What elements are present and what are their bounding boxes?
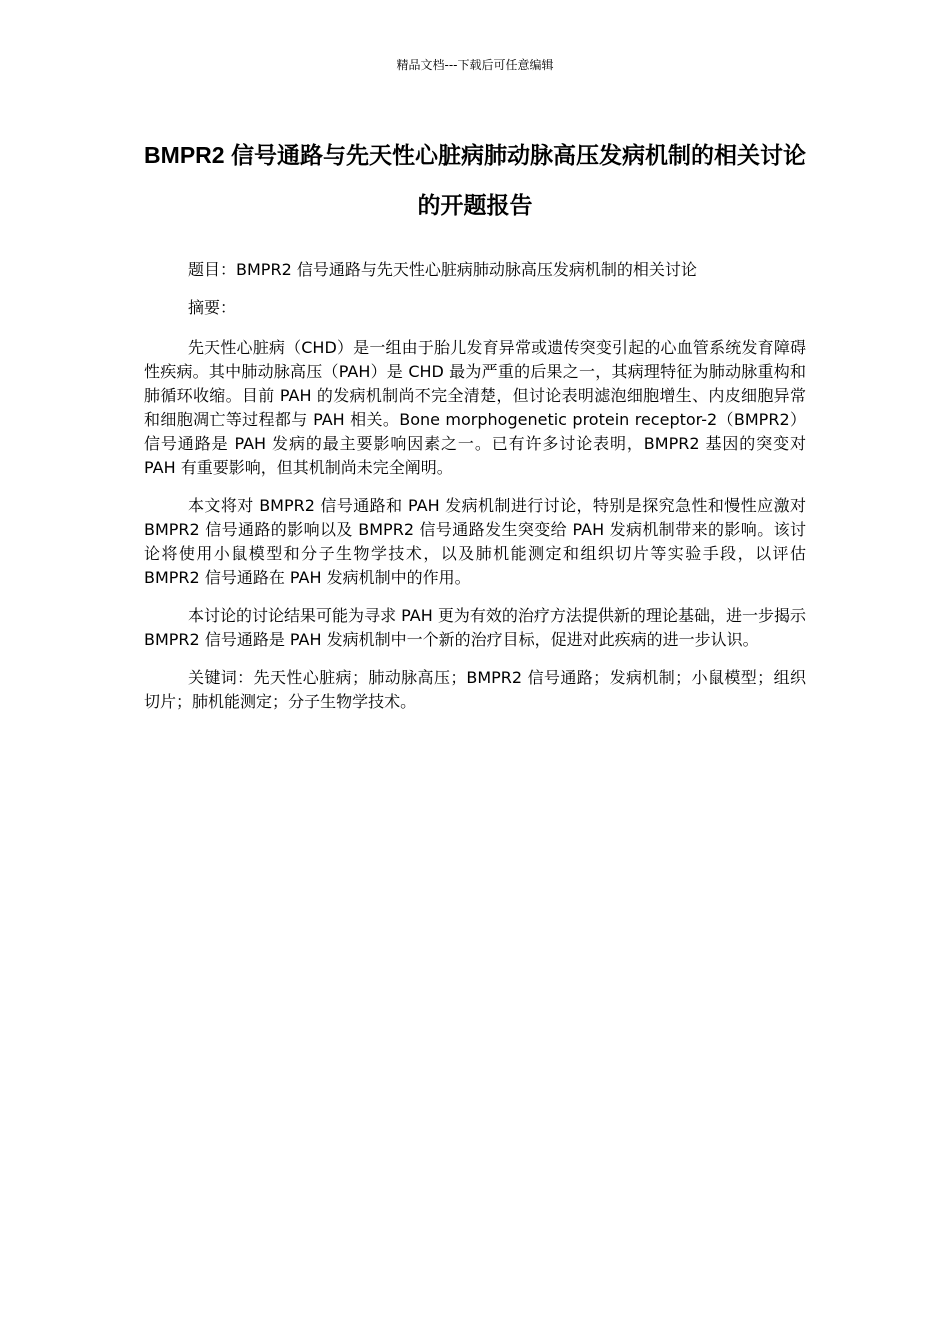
- document-body: [144, 258, 806, 728]
- keyword-item: 发病机制 ；: [609, 668, 691, 687]
- abstract-paragraph-1: 先天性心脏病（CHD）是一组由于胎儿发育异常或遗传突变引起的心血管系统发育障碍性疾病。其中肺动脉高压（PAH）是 CHD 最为严重的后果之一，其病理特征为肺动脉重构和肺循环收缩。目前 PAH 的发病机制尚不完全清楚，但讨论表明滤泡细胞增生、内皮细胞异常和细胞凋亡等过程都与 PAH 相关。Bone morphogenetic protein receptor-2（BMPR2）信号通路是 PAH 发病的最主要影响因素之一。已有许多讨论表明，BMPR2 基因的突变对 PAH 有重要影响，但其机制尚未完全阐明。: [144, 338, 806, 477]
- keyword-item: 分子生物学技术 。: [288, 692, 416, 711]
- subject-label: 题目：: [188, 260, 237, 279]
- subject-line: [144, 258, 806, 282]
- document-title: BMPR2 信号通路与先天性心脏病肺动脉高压发病机制的相关讨论的开题报告: [144, 142, 806, 218]
- keyword-item: BMPR2 信号通路 ；: [466, 668, 609, 687]
- keyword-item: 组织切片 ；: [144, 668, 806, 711]
- keywords-line: [144, 666, 806, 714]
- subject-text: BMPR2 信号通路与先天性心脏病肺动脉高压发病机制的相关讨论: [236, 260, 697, 279]
- abstract-label: 摘要：: [188, 298, 237, 317]
- abstract-paragraph-3: 本讨论的讨论结果可能为寻求 PAH 更为有效的治疗方法提供新的理论基础，进一步揭示 BMPR2 信号通路是 PAH 发病机制中一个新的治疗目标，促进对此疾病的进一步认识。: [144, 606, 806, 649]
- header-note: 精品文档---下载后可任意编辑: [396, 58, 554, 72]
- abstract-paragraph-2: 本文将对 BMPR2 信号通路和 PAH 发病机制进行讨论，特别是探究急性和慢性应激对 BMPR2 信号通路的影响以及 BMPR2 信号通路发生突变给 PAH 发病机制带来的影响。该讨论将使用小鼠模型和分子生物学技术，以及肺机能测定和组织切片等实验手段，以评估 BMPR2 信号通路在 PAH 发病机制中的作用。: [144, 496, 806, 587]
- keyword-item: 小鼠模型 ；: [691, 668, 773, 687]
- keyword-item: 肺动脉高压 ；: [368, 668, 466, 687]
- keywords-label: 关键词：: [188, 668, 254, 687]
- keyword-item: 先天性心脏病 ；: [254, 668, 368, 687]
- keyword-item: 肺机能测定 ；: [192, 692, 288, 711]
